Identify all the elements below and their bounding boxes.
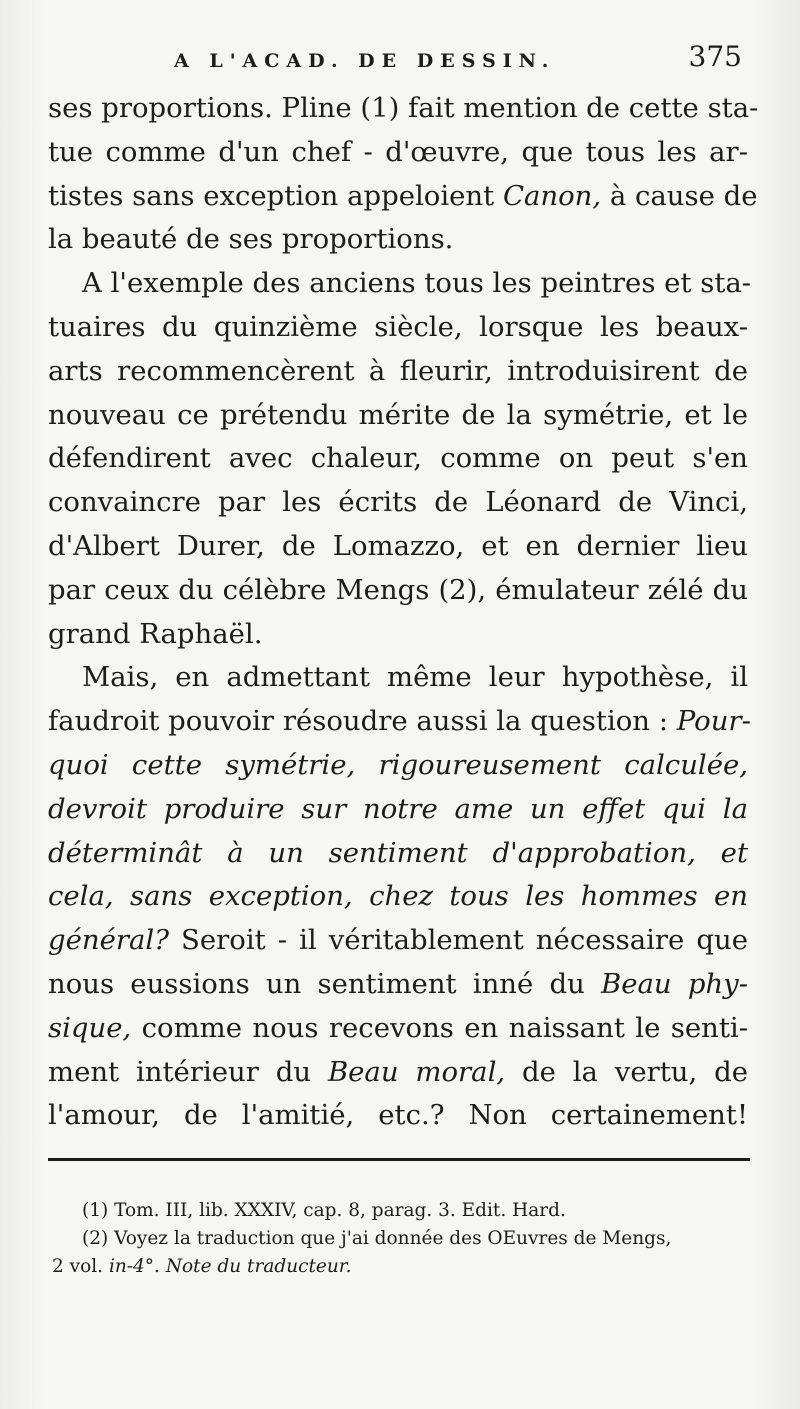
- italic-span: sique,: [48, 1011, 132, 1044]
- text-line: tue comme d'un chef - d'œuvre, que tous les ar-: [48, 135, 748, 168]
- paragraph-start: Mais, en admettant même leur hypothèse, il: [82, 661, 748, 694]
- text-span: comme nous recevons en naissant le senti-: [141, 1011, 748, 1044]
- running-head: [48, 40, 748, 80]
- text-line: d'Albert Durer, de Lomazzo, et en dernier lieu: [48, 529, 748, 562]
- italic-line: cela, sans exception, chez tous les hommes en: [48, 880, 748, 913]
- text-line: défendirent avec chaleur, comme on peut s'en: [48, 442, 748, 475]
- text-span: Seroit - il véritablement nécessaire que: [181, 924, 748, 957]
- text-line: [48, 175, 758, 219]
- italic-span: in-4°.: [108, 1256, 160, 1277]
- text-line: nouveau ce prétendu mérite de la symétrie, et le: [48, 398, 748, 431]
- text-span: faudroit pouvoir résoudre aussi la question :: [48, 705, 669, 738]
- term-canon: Canon,: [502, 179, 602, 212]
- italic-line: quoi cette symétrie, rigoureusement calculée,: [48, 748, 748, 781]
- text-span: nous eussions un sentiment inné du: [48, 967, 585, 1000]
- body-text: [48, 87, 759, 1138]
- footnotes: [52, 1197, 752, 1281]
- translator-note: Note du traducteur.: [165, 1256, 352, 1277]
- text-span: 2 vol.: [52, 1256, 104, 1277]
- text-span: tistes sans exception appeloient: [48, 179, 495, 212]
- text-line: grand Raphaël.: [48, 617, 263, 650]
- text-line: [48, 700, 751, 744]
- text-line: arts recommencèrent à fleurir, introduisirent de: [48, 354, 748, 387]
- running-title: A L'ACAD. DE DESSIN.: [174, 50, 556, 72]
- text-line: la beauté de ses proportions.: [48, 223, 454, 256]
- footnote-rule: [48, 1158, 750, 1161]
- term-beau-physique: Beau phy-: [601, 967, 748, 1000]
- page-number: 375: [688, 40, 742, 73]
- text-line: [48, 919, 748, 963]
- italic-line: devroit produire sur notre ame un effet qui la: [48, 792, 748, 825]
- text-line: convaincre par les écrits de Léonard de Vinci,: [48, 486, 748, 519]
- text-span: ment intérieur du: [48, 1055, 312, 1088]
- footnote-2: (2) Voyez la traduction que j'ai donnée des OEuvres de Mengs,: [82, 1228, 672, 1249]
- text-line: [48, 1051, 748, 1095]
- footnote-2-continuation: [52, 1253, 752, 1281]
- text-line: par ceux du célèbre Mengs (2), émulateur zélé du: [48, 573, 748, 606]
- italic-line: déterminât à un sentiment d'approbation, et: [48, 836, 748, 869]
- text-line: l'amour, de l'amitié, etc.? Non certainement!: [48, 1099, 748, 1132]
- footnote-1: (1) Tom. III, lib. XXXIV, cap. 8, parag. 3. Edit. Hard.: [82, 1200, 566, 1221]
- text-line: [48, 963, 748, 1007]
- text-line: ses proportions. Pline (1) fait mention de cette sta-: [48, 92, 759, 124]
- paragraph-start: A l'exemple des anciens tous les peintres et sta-: [82, 267, 752, 300]
- term-beau-moral: Beau moral,: [327, 1055, 506, 1088]
- text-span: à cause de: [609, 179, 758, 212]
- text-line: tuaires du quinzième siècle, lorsque les beaux-: [48, 310, 748, 343]
- text-span: de la vertu, de: [521, 1055, 748, 1088]
- text-line: [48, 1007, 748, 1051]
- italic-span: général?: [48, 924, 169, 957]
- italic-span: Pour-: [676, 705, 751, 738]
